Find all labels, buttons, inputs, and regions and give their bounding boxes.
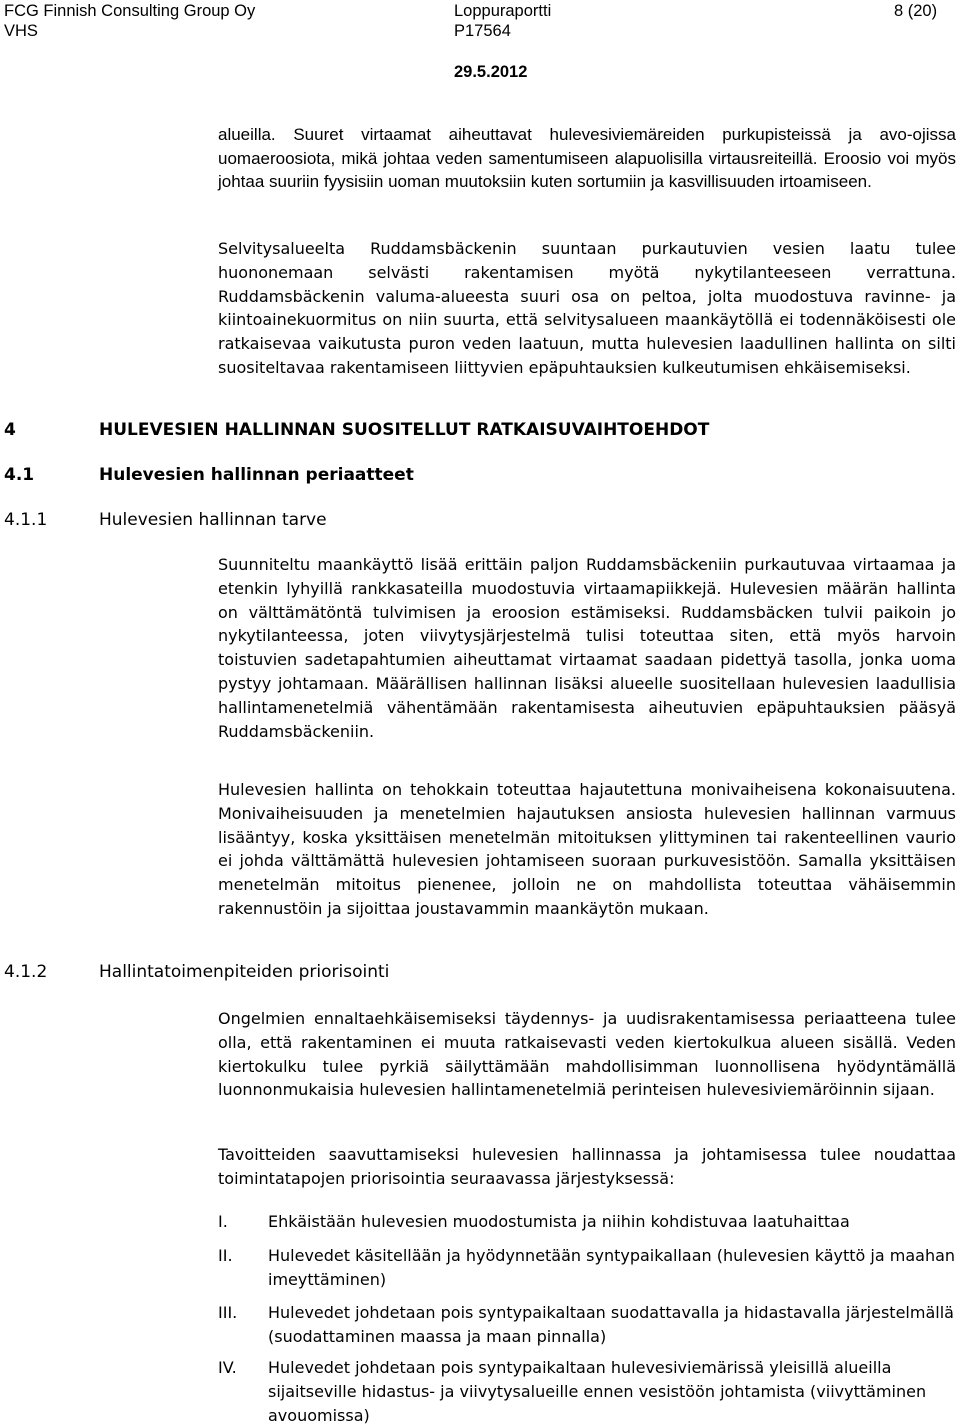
priority-item (218, 1210, 958, 1234)
paragraph-hajautettu-hallinta: Hulevesien hallinta on tehokkain toteuttaa hajautettuna monivaiheisena kokonaisuutena. Monivaiheisuuden ja menetelmien hajautuksen ansiosta hulevesien hallinnan varmuus lisääntyy, koska yksittäisen menetelmän mitoituksen ylittyminen tai rakenteellinen vaurio ei johda välttämättä hulevesien johtamiseen suoraan purkuvesistöön. Samalla yksittäisen menetelmän mitoitus pienenee, jolloin ne on mahdollista toteuttaa vähäisemmin rakennustöin ja sijoittaa joustavammin maankäytön mukaan. (218, 780, 956, 918)
section-title: Hallintatoimenpiteiden priorisointi (99, 962, 390, 982)
section-number: 4 (4, 420, 16, 440)
priority-numeral: III. (218, 1303, 238, 1322)
header-date: 29.5.2012 (454, 63, 528, 81)
paragraph-hallinnan-tarve: Suunniteltu maankäyttö lisää erittäin paljon Ruddamsbäckeniin purkautuvaa virtaamaa ja etenkin lyhyillä rankkasateilla muodostuvia virtaamapiikkejä. Hulevesien määrän hallinta on välttämätöntä tulvimisen ja eroosion estämiseksi. Ruddamsbäcken tulvii paikoin jo nykytilanteessa, joten viivytysjärjestelmä tulisi toteuttaa siten, että myös harvoin toistuvien sadetapahtumien aiheuttamat virtaamat saadaan pidettyä tasolla, jonka uoma pystyy johtamaan. Määrällisen hallinnan lisäksi alueelle suositellaan hulevesien laadullisia hallintamenetelmiä vähentämään rakentamisesta aiheutuvien epäpuhtauksien pääsyä Ruddamsbäckeniin. (218, 555, 956, 741)
header-unit: VHS (4, 22, 38, 40)
section-heading-4-1-2 (4, 961, 389, 983)
section-number: 4.1 (4, 465, 35, 485)
section-number: 4.1.2 (4, 962, 48, 982)
priority-numeral: IV. (218, 1358, 237, 1377)
paragraph-continued: alueilla. Suuret virtaamat aiheuttavat hulevesiviemäreiden purkupisteissä ja avo-ojissa uomaeroosiota, mikä johtaa veden samentumiseen alapuolisilla virtausreiteillä. Eroosio voi myös johtaa suuriin fyysisiin uoman muutoksiin kuten sortumiin ja kasvillisuuden irtoamiseen. (218, 125, 956, 192)
header-project: P17564 (454, 22, 511, 40)
priority-text: Hulevedet johdetaan pois syntypaikaltaan hulevesiviemärissä yleisillä alueilla sijaitseville hidastus- ja viivytysalueille ennen vesistöön johtamista (viivyttäminen avouomissa) (268, 1358, 927, 1425)
section-number: 4.1.1 (4, 510, 48, 530)
paragraph-priorisointi-intro: Tavoitteiden saavuttamiseksi hulevesien hallinnassa ja johtamisessa tulee noudattaa toimintatapojen priorisointia seuraavassa järjestyksessä: (218, 1145, 956, 1188)
section-title: Hulevesien hallinnan tarve (99, 510, 327, 530)
section-title: HULEVESIEN HALLINNAN SUOSITELLUT RATKAISUVAIHTOEHDOT (99, 420, 710, 440)
priority-item (218, 1356, 958, 1427)
priority-text: Ehkäistään hulevesien muodostumista ja niihin kohdistuvaa laatuhaittaa (268, 1212, 850, 1231)
section-heading-4 (4, 419, 709, 441)
header-page-number: 8 (20) (894, 2, 938, 20)
paragraph-ennaltaehkaisy: Ongelmien ennaltaehkäisemiseksi täydennys- ja uudisrakentamisessa periaatteena tulee olla, että rakentaminen ei muuta ratkaisevasti veden kiertokulkua alueen sisällä. Veden kiertokulku tulee pyrkiä säilyttämään mahdollisimman luonnollisena hyödyntämällä luonnonmukaisia hulevesien hallintamenetelmiä perinteisen hulevesiviemäröinnin sijaan. (218, 1009, 956, 1100)
priority-item (218, 1301, 958, 1349)
section-heading-4-1 (4, 464, 414, 486)
header-company: FCG Finnish Consulting Group Oy (4, 2, 256, 20)
section-heading-4-1-1 (4, 509, 327, 531)
priority-numeral: II. (218, 1246, 233, 1265)
paragraph-selvitysalue: Selvitysalueelta Ruddamsbäckenin suuntaan purkautuvien vesien laatu tulee huononemaan selvästi rakentamisen myötä nykytilanteeseen verrattuna. Ruddamsbäckenin valuma-alueesta suuri osa on peltoa, jolta muodostuva ravinne- ja kiintoainekuormitus on niin suurta, että selvitysalueen maankäytöllä ei todennäköisesti ole ratkaisevaa vaikutusta puron veden laatuun, mutta hulevesien laadullinen hallinta on silti suositeltavaa rakentamiseen liittyvien epäpuhtauksien kulkeutumisen ehkäisemiseksi. (218, 239, 956, 377)
section-title: Hulevesien hallinnan periaatteet (99, 465, 414, 485)
header-doc-type: Loppuraportti (454, 2, 552, 20)
priority-item (218, 1244, 958, 1292)
priority-text: Hulevedet johdetaan pois syntypaikaltaan suodattavalla ja hidastavalla järjestelmällä (suodattaminen maassa ja maan pinnalla) (268, 1303, 954, 1346)
priority-numeral: I. (218, 1212, 228, 1231)
priority-text: Hulevedet käsitellään ja hyödynnetään syntypaikallaan (hulevesien käyttö ja maahan imeyttäminen) (268, 1246, 956, 1289)
